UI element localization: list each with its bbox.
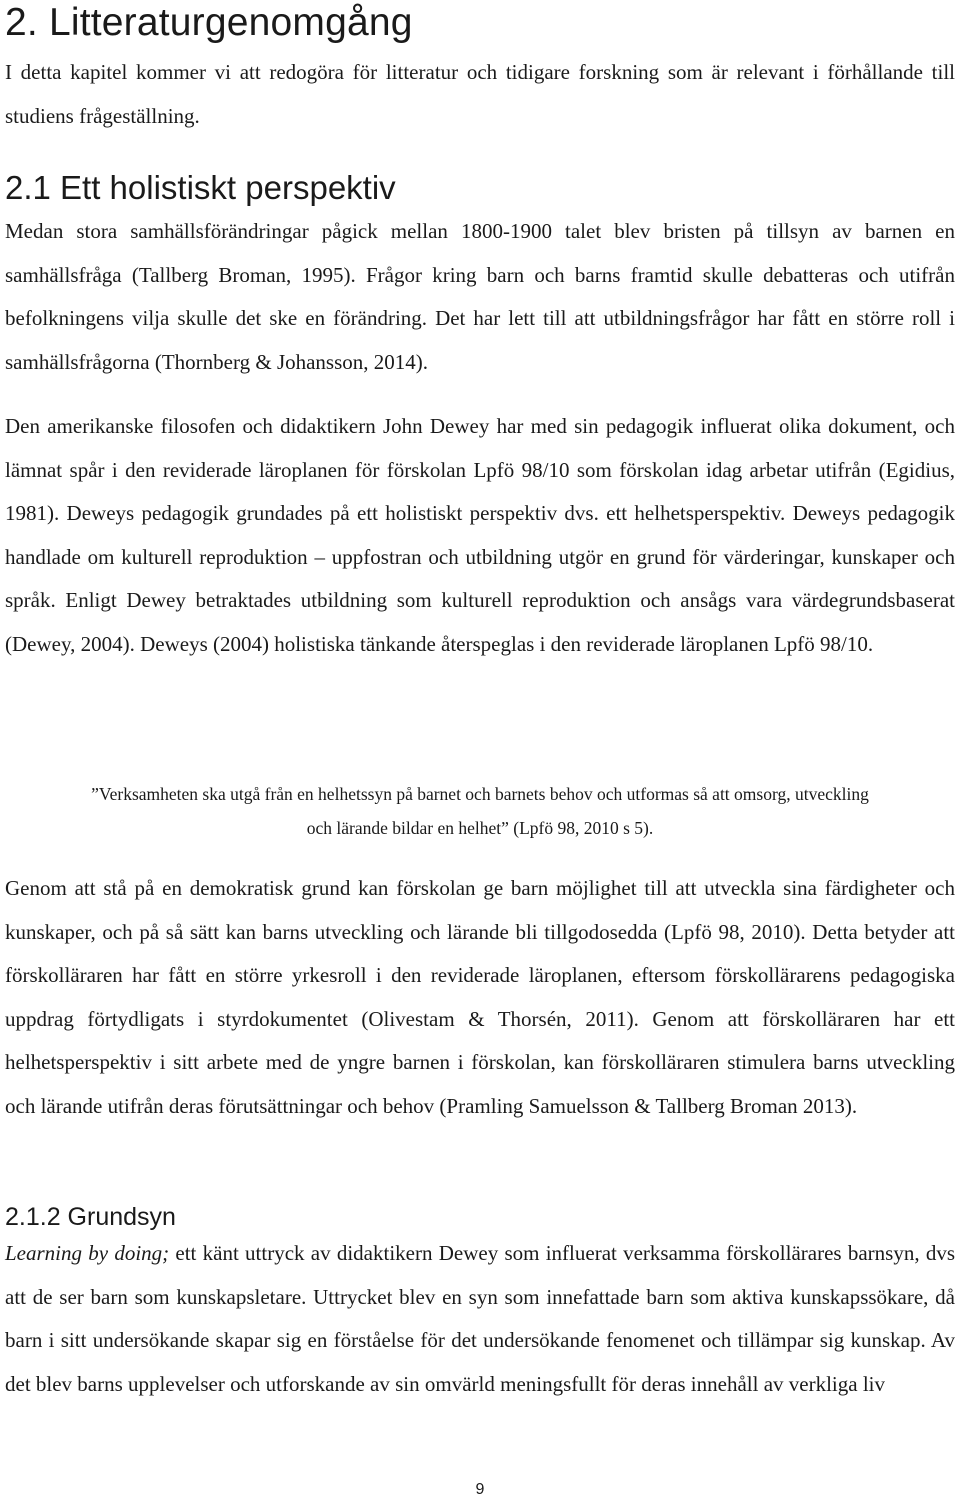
body-paragraph-2: Den amerikanske filosofen och didaktikern John Dewey har med sin pedagogik influerat olika dokument, och lämnat spår i den reviderade läroplanen för förskolan Lpfö 98/10 som förskolan idag arbetar utifrån (Egidius, 1981). Deweys pedagogik grundades på ett holistiskt perspektiv dvs. ett helhetsperspektiv. Deweys pedagogik handlade om kulturell reproduktion – uppfostran och utbildning utgör en grund för värderingar, kunskaper och språk. Enligt Dewey betraktades utbildning som kulturell reproduktion och ansågs vara värdegrundsbaserat (Dewey, 2004). Deweys (2004) holistiska tänkande återspeglas i den reviderade läroplanen Lpfö 98/10. — [5, 414, 955, 656]
body-paragraph-3: Genom att stå på en demokratisk grund kan förskolan ge barn möjlighet till att utveckla sina färdigheter och kunskaper, och på så sätt kan barns utveckling och lärande bli tillgodosedda (Lpfö 98, 2010). Detta betyder att förskolläraren har fått en större yrkesroll i den reviderade läroplanen, eftersom förskollärarens pedagogiska uppdrag förtydligats i styrdokumentet (Olivestam & Thorsén, 2011). Genom att förskolläraren har ett helhetsperspektiv i sitt arbete med de yngre barnen i förskolan, kan förskolläraren stimulera barns utveckling och lärande utifrån deras förutsättningar och behov (Pramling Samuelsson & Tallberg Broman 2013). — [5, 876, 955, 1118]
body-paragraph-4 — [5, 1232, 955, 1406]
body-paragraph-1: Medan stora samhällsförändringar pågick mellan 1800-1900 talet blev bristen på tillsyn av barnen en samhällsfråga (Tallberg Broman, 1995). Frågor kring barn och barns framtid skulle debatteras och utifrån befolkningens vilja skulle det ske en förändring. Det har lett till att utbildningsfrågor har fått en större roll i samhällsfrågorna (Thornberg & Johansson, 2014). — [5, 219, 955, 374]
page-number: 9 — [475, 1481, 485, 1498]
subsection-heading: 2.1 Ett holistiskt perspektiv — [5, 169, 396, 206]
section-heading: 2. Litteraturgenomgång — [5, 1, 413, 44]
paragraph-text: ett känt uttryck av didaktikern Dewey som influerat verksamma förskollärares barnsyn, dvs att de ser barn som kunskapsletare. Uttrycket blev en syn som innefattade barn som aktiva kunskapssökare, då barn i sitt undersökande skapar sig en förståelse för det undersökande fenomenet och tillämpar sig kunskap. Av det blev barns upplevelser och utforskande av sin omvärld meningsfullt för deras innehåll av verkliga liv — [5, 1241, 955, 1396]
italic-phrase: Learning by doing; — [5, 1241, 170, 1265]
block-quote: ”Verksamheten ska utgå från en helhetssyn på barnet och barnets behov och utformas så att omsorg, utveckling och lärande bildar en helhet” (Lpfö 98, 2010 s 5). — [91, 784, 869, 838]
section-intro-paragraph: I detta kapitel kommer vi att redogöra för litteratur och tidigare forskning som är relevant i förhållande till studiens frågeställning. — [5, 60, 955, 128]
subsubsection-heading: 2.1.2 Grundsyn — [5, 1203, 176, 1231]
